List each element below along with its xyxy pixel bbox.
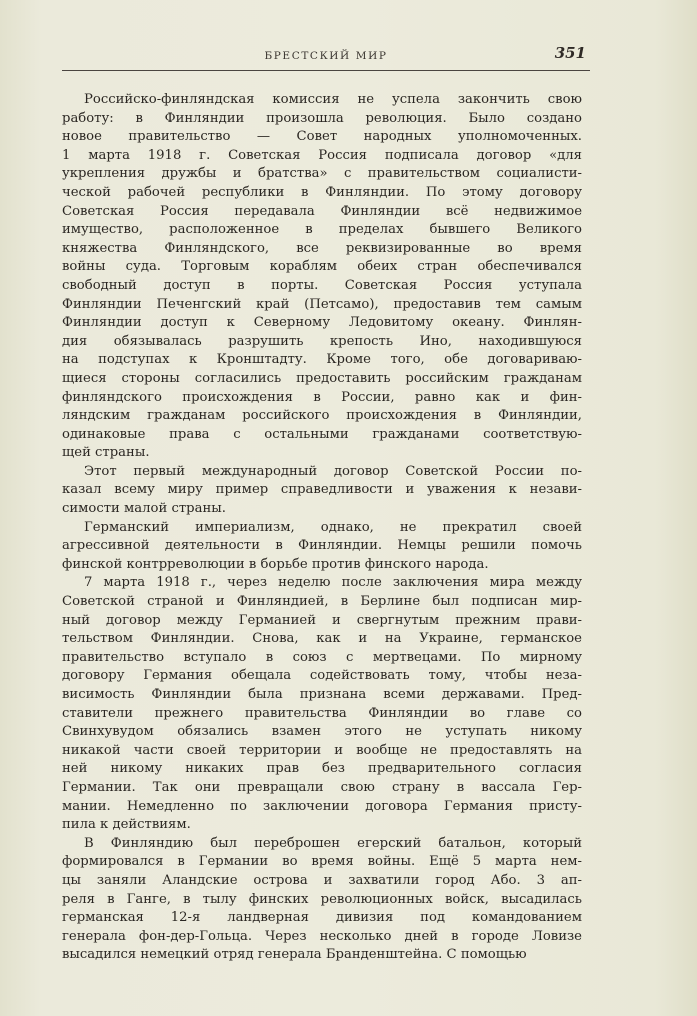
text-line: финляндского происхождения в России, равно как и фин- [62,389,582,405]
text-line: мании. Немедленно по заключении договора Германия присту- [62,798,582,814]
paragraph [62,463,582,519]
text-line: ный договор между Германией и свергнутым прежним прави- [62,612,582,628]
text-line: германская 12-я ландверная дивизия под командованием [62,910,582,926]
text-line: свободный доступ в порты. Советская Россия уступала [62,277,582,293]
text-line: Российско-финляндская комиссия не успела закончить свою [84,92,582,107]
text-line: ческой рабочей республики в Финляндии. По этому договору [62,184,582,200]
text-line: цы заняли Аландские острова и захватили город Або. 3 ап- [62,872,582,888]
text-line: щей страны. [62,445,150,461]
text-line: дия обязывалась разрушить крепость Ино, находившуюся [62,333,582,349]
text-line: имущество, расположенное в пределах бывшего Великого [62,222,582,238]
text-line: Финляндии доступ к Северному Ледовитому океану. Финлян- [62,315,582,331]
text-line: Финляндии Печенгский край (Петсамо), предоставив тем самым [62,296,582,312]
text-line: висимость Финляндии была признана всеми державами. Пред- [62,687,582,702]
text-line: на подступах к Кронштадту. Кроме того, обе договариваю- [62,352,582,368]
text-line: Свинхувудом обязались взамен этого не уступать никому [62,724,582,740]
paragraph [62,835,582,965]
text-line: Советская Россия передавала Финляндии всё недвижимое [62,203,582,219]
text-line: Германии. Так они превращали свою страну в вассала Гер- [62,779,582,795]
text-line: щиеся стороны согласились предоставить российским гражданам [62,370,582,386]
text-line: войны суда. Торговым кораблям обеих стран обеспечивался [62,259,582,275]
body-text [62,91,582,965]
text-line: укрепления дружбы и братства» с правительством социалисти- [62,166,582,182]
text-line: пила к действиям. [62,817,191,833]
text-line: правительство вступало в союз с мертвецами. По мирному [62,649,582,665]
text-line: высадился немецкий отряд генерала Бранденштейна. С помощью [62,947,527,963]
text-line: Германский империализм, однако, не прекратил своей [84,519,582,535]
paragraph [62,519,582,575]
text-line: ней никому никаких прав без предварительного согласия [62,761,582,777]
text-line: реля в Ганге, в тылу финских революционных войск, высадилась [62,891,582,907]
text-line: договору Германия обещала содействовать тому, чтобы неза- [62,668,582,684]
page-header [62,42,590,71]
text-line: агрессивной деятельности в Финляндии. Немцы решили помочь [62,538,582,554]
text-line: ляндским гражданам российского происхождения в Финляндии, [62,408,582,424]
text-line: Советской страной и Финляндией, в Берлине был подписан мир- [62,594,582,610]
paragraph [62,91,582,463]
text-line: тельством Финляндии. Снова, как и на Украине, германское [62,631,582,647]
text-line: новое правительство — Совет народных уполномоченных. [62,129,582,145]
text-line: формировался в Германии во время войны. Ещё 5 марта нем- [62,854,582,870]
running-head: БРЕСТСКИЙ МИР [264,50,388,62]
text-line: 1 марта 1918 г. Советская Россия подписала договор «для [62,147,582,163]
text-line: симости малой страны. [62,501,226,517]
paragraph [62,574,582,834]
text-line: В Финляндию был переброшен егерский батальон, который [84,835,582,851]
text-line: никакой части своей территории и вообще не предоставлять на [62,742,582,758]
text-line: казал всему миру пример справедливости и уважения к незави- [62,482,582,498]
text-line: 7 марта 1918 г., через неделю после заключения мира между [84,575,582,591]
text-line: работу: в Финляндии произошла революция. Было создано [62,110,582,126]
text-line: генерала фон-дер-Гольца. Через несколько дней в городе Ловизе [62,928,582,944]
text-line: княжества Финляндского, все реквизированные во время [62,240,582,256]
text-line: одинаковые права с остальными гражданами соответствую- [62,426,582,442]
text-line: Этот первый международный договор Советской России по- [84,463,582,479]
text-line: ставители прежнего правительства Финляндии во главе со [62,705,582,721]
text-line: финской контрреволюции в борьбе против финского народа. [62,556,489,572]
page-number: 351 [554,44,586,62]
